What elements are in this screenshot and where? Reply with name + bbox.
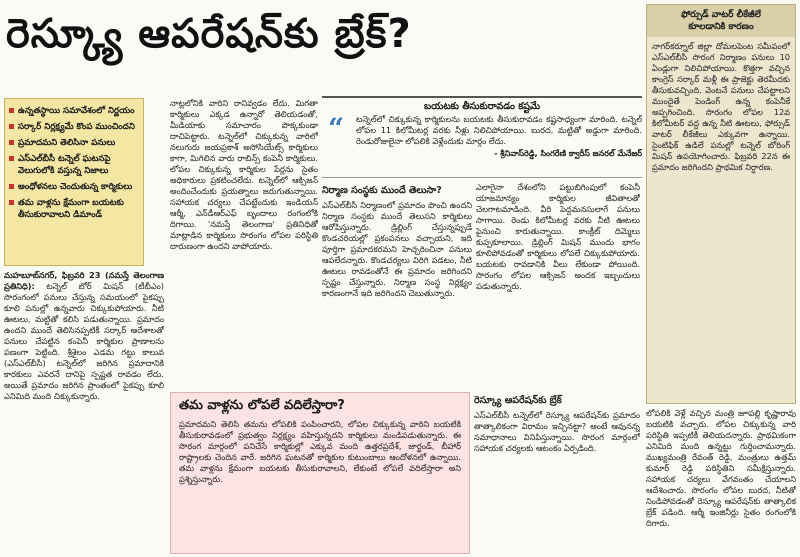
column-5-text: లోపలికి వెళ్లే వచ్చిన మంత్రి జూపల్లి కృష్ణారావు బయటికి వచ్చారు. లోపల చిక్కుకున్న వారి పరిస్థితి ఇప్పటికీ తెలియదన్నారు. ప్రాథమికంగా ఎనిమిది మంది ఉన్నట్టు గుర్తించామన్నారు. ముఖ్యమంత్రి రేవంత్ రెడ్డి, మంత్రులు ఉత్తమ్ కుమార్ రెడ్డి పరిస్థితిని సమీక్షిస్తున్నారు. సహాయక చర్యలు వేగవంతం చేయాలని ఆదేశించారు. సొరంగం లోపల బురద, నీటితో నిండిపోవడంతో రెస్క్యూ ఆపరేషన్‌కు తాత్కాలిక బ్రేక్ పడింది. ఆర్మీ ఇంజినీర్లు సైతం రంగంలోకి దిగారు.: [646, 408, 796, 528]
headline: రెస్క్యూ ఆపరేషన్‌కు బ్రేక్?: [6, 11, 412, 57]
quote-box: [322, 96, 642, 178]
column-3-text: ఎస్‌ఎల్‌బీసీ నిర్మాణంలో ప్రమాదం పొంచి ఉందని నిర్మాణ సంస్థకు ముందే తెలుసని కార్మికులు ఆరోపిస్తున్నారు. డ్రిల్లింగ్ చేస్తున్నప్పుడే కొండచరియల్లో ప్రకంపనలు వచ్చాయని, ఇది పూర్తిగా ప్రమాదకరమని హెచ్చరించినా పనులు ఆపలేదన్నారు. కొండచర్యలు విరిగి పడటం, నీటి ఊటలు రావడంతోనే ఈ ప్రమాదం జరిగిందని స్పష్టం చేస్తున్నారు. నిర్మాణ సంస్థ నిర్లక్ష్యం కారణంగానే ఇది జరిగిందని చెబుతున్నారు.: [322, 200, 472, 298]
highlight-item: ప్రమాదమని తెలిసినా పనులు: [9, 137, 139, 149]
dateline: మహబూబ్‌నగర్, ఫిబ్రవరి 23 (నమస్తే తెలంగాణ ప్రతినిధి):: [4, 270, 164, 291]
highlight-item: ఎస్‌ఎల్‌బీసీ టన్నెల్ ఘటనపై వెలుగులోకి వస్తున్న నిజాలు: [9, 153, 139, 177]
column-4-text2: ఎస్‌ఎల్‌బీసీ టన్నెల్‌లో రెస్క్యూ ఆపరేషన్‌కు ప్రమాదం తాత్కాలికంగా విరామం ఇచ్చినట్టా? అంటే ఆవునన్న సమాధానాలు వినిపిస్తున్నాయి. సొరంగ మార్గంలో సహాయక చర్యలకు ఆటంకం ఏర్పడింది.: [474, 410, 640, 453]
side-box-title-line2: కూలడానికి కారణం: [688, 22, 754, 32]
highlight-item: ఉన్నతస్థాయి సమావేశంలో నిర్ణయం: [9, 105, 139, 117]
quote-author: - శ్రీనివాస్‌రెడ్డి, సింగరేణి క్వారీస్ జనరల్ మేనేజర్: [494, 149, 642, 158]
quote-text: టన్నెల్‌లో చిక్కుకున్న కార్మికులను బయటకు తీసుకురావడం కష్టసాధ్యంగా మారింది. టన్నెల్ లోపల 11 కిలోమీటర్ల వరకు నీళ్లు నిలిచిపోయాయి. బురద, మట్టితో అడ్డుగా మారింది. రెండురోజులైనా లోపలికి వెళ్లేందుకు మార్గం లేదు.: [356, 114, 642, 146]
highlight-item: తమ వాళ్లను క్షేమంగా బయటకు తీసుకురావాలని డిమాండ్: [9, 197, 139, 221]
column-2: [170, 98, 318, 388]
pink-box-text: ప్రమాదమని తెలిసి తమను లోపలికి పంపించారని, లోపల చిక్కుకున్న వారిని బయటికి తీసుకురావడంలో ప్రభుత్వం నిర్లక్ష్యం వహిస్తున్నదని కార్మికులు మండిపడుతున్నారు. ఈ సొరంగ మార్గంలో పనిచేసే కార్మికుల్లో ఎక్కువ మంది ఉత్తరప్రదేశ్, జార్ఖండ్, బీహార్ రాష్ట్రాలకు చెందిన వారే. జరిగిన ఘటనతో కార్మికుల కుటుంబాలు ఆందోళనలో ఉన్నాయి. తమ వాళ్లను క్షేమంగా బయటకు తీసుకురావాలని, లేకుంటే లోపలే వదిలేస్తారా అని ప్రశ్నిస్తున్నారు.: [179, 419, 461, 484]
column-2-text: నాట్లలోనికి వారిని రానివ్వడం లేదు. మిగతా కార్మికులు ఎక్కడ ఉన్నారో తెలియడంతో, మీడియాకు సమాచారం పొక్కకుండా దాచిపెట్టారు. టన్నెల్‌లో చిక్కుకున్న వారిలో నలుగురు జయప్రకాశ్ అసోసియేట్స్ కార్మికులు కాగా, మిగిలిన వారు రాబిన్స్ కంపెనీ కార్మికులు. లోపల చిక్కుకున్న కార్మికుల పేర్లను సైతం అధికారులు ప్రకటించలేదు. టన్నెల్‌లో ఆక్సిజన్ అందించేందుకు ప్రయత్నాలు జరుగుతున్నాయి. సహాయక చర్యలు చేపట్టేందుకు ఇండియన్ ఆర్మీ, ఎన్‌డీఆర్‌ఎఫ్ బృందాలు రంగంలోకి దిగాయి. 'నమస్తే తెలంగాణ' ప్రతినిధితో మాట్లాడిన కార్మికులు సొరంగం లోపల పరిస్థితి దారుణంగా ఉందని వాపోయారు.: [170, 98, 318, 251]
side-box-title-line1: ఫోర్సుడ్ వాటర్ లీకేజీలే: [681, 10, 761, 20]
side-box-text: నాగర్‌కర్నూల్ జిల్లా దోమలపెంట సమీపంలో ఎస్‌ఎల్‌బీసీ సొరంగ నిర్మాణం పనులు 10 ఏండ్లుగా నిలిచిపోయాయి. కొత్తగా వచ్చిన కాంగ్రెస్ సర్కార్ మళ్లీ ఈ ప్రాజెక్టు తెరమీదకు తీసుకువచ్చింది. వెంటనే పనులు చేపట్టాలని ముందైతే పెండింగ్ ఉన్న కంపెనీకే అప్పగించింది. సొరంగం లోపల 12వ కిలోమీటర్ వద్ద ఉన్న నీటి ఊటలు, ఫోర్సుడ్ వాటర్ లీకేజీలు ఎక్కువగా ఉన్నాయి. సైంటిఫిక్ ఉడిలే పనుల్లో టన్నెల్ బోరింగ్ మిషన్ ఉపయోగించారు. ఫిబ్రవరి 22న ఈ ప్రమాదం జరిగిందని ప్రాథమిక నిర్ధారణ.: [652, 41, 790, 172]
column-4: [476, 182, 640, 388]
side-box: [646, 4, 796, 404]
side-box-title: [647, 5, 795, 37]
quote-mark-icon: “: [328, 112, 345, 145]
highlight-item: అంధోళనలు చెందుతున్న కార్మికులు: [9, 181, 139, 193]
pink-box: [170, 392, 470, 554]
column-1-text: టన్నెల్ బోర్ మిషన్ (టీబీఎం) సొరంగంలో పనులు చేస్తున్న సమయంలో పైకప్పు కూలి పనుల్లో ఉన్నవారు చిక్కుకుపోయారు. నీటి ఊటలు, మట్టితో కలిసి పడుతున్నాయి. ప్రమాదం ఉందని ముందే తెలిసినప్పటికీ సర్కార్ ఆదేశాలతో పనులు చేపట్టిన కంపెనీ కార్మికుల ప్రాణాలను పణంగా పెట్టింది. శ్రీశైలం ఎడమ గట్టు కాలువ (ఎస్‌ఎల్‌బీసీ) టన్నెల్‌లో జరిగిన ప్రమాదానికి కారకులు ఎవరనే దానిపై స్పష్టత రావడం లేదు. అయితే ప్రమాదం జరిగిన ప్రాంతంలో పైకప్పు కూలి ఎనిమిది మంది చిక్కుకున్నారు.: [4, 281, 164, 401]
quote-title: బయటకు తీసుకురావడం కష్టమే: [423, 101, 541, 112]
column-4b: [474, 392, 640, 554]
column-4-text: ఎలాగైనా దేశంలోని పట్టుబిగింపులో కంపెనీ యాజమాన్యం కార్మికుల జీవితాలతో చెలగాటమాడింది. వీరి పెద్దమనసులాగే పనులు సాగాయి. రెండు కిలోమీటర్ల వరకు నీటి ఊటలు పైనుంచి కారుతున్నాయి. కాంక్రీట్ దిమ్మెలు కుప్పకూలాయి. డ్రిల్లింగ్ మిషన్ ముందు భాగం కూలిపోవడంతో కార్మికులు లోపలే చిక్కుకుపోయారు. బయటకు రావడానికి వీలు లేకుండా పోయింది. సొరంగం లోపల ఆక్సిజన్ అందక ఇబ్బందులు పడుతున్నారు.: [476, 182, 640, 291]
column-3: [322, 182, 472, 388]
highlight-item: సర్కార్ నిర్లక్ష్యమే కొంప ముంచిందని: [9, 121, 139, 133]
column-5: [646, 408, 796, 554]
column-3-subhead: నిర్మాణ సంస్థకు ముందే తెలుసా?: [322, 185, 442, 196]
pink-box-title: తమ వాళ్లను లోపలే వదిలేస్తారా?: [179, 398, 345, 413]
highlights-box: [4, 98, 144, 266]
column-1: [4, 270, 164, 554]
column-4-subhead: రెస్క్యూ ఆపరేషన్‌కు బ్రేక్: [474, 395, 562, 406]
